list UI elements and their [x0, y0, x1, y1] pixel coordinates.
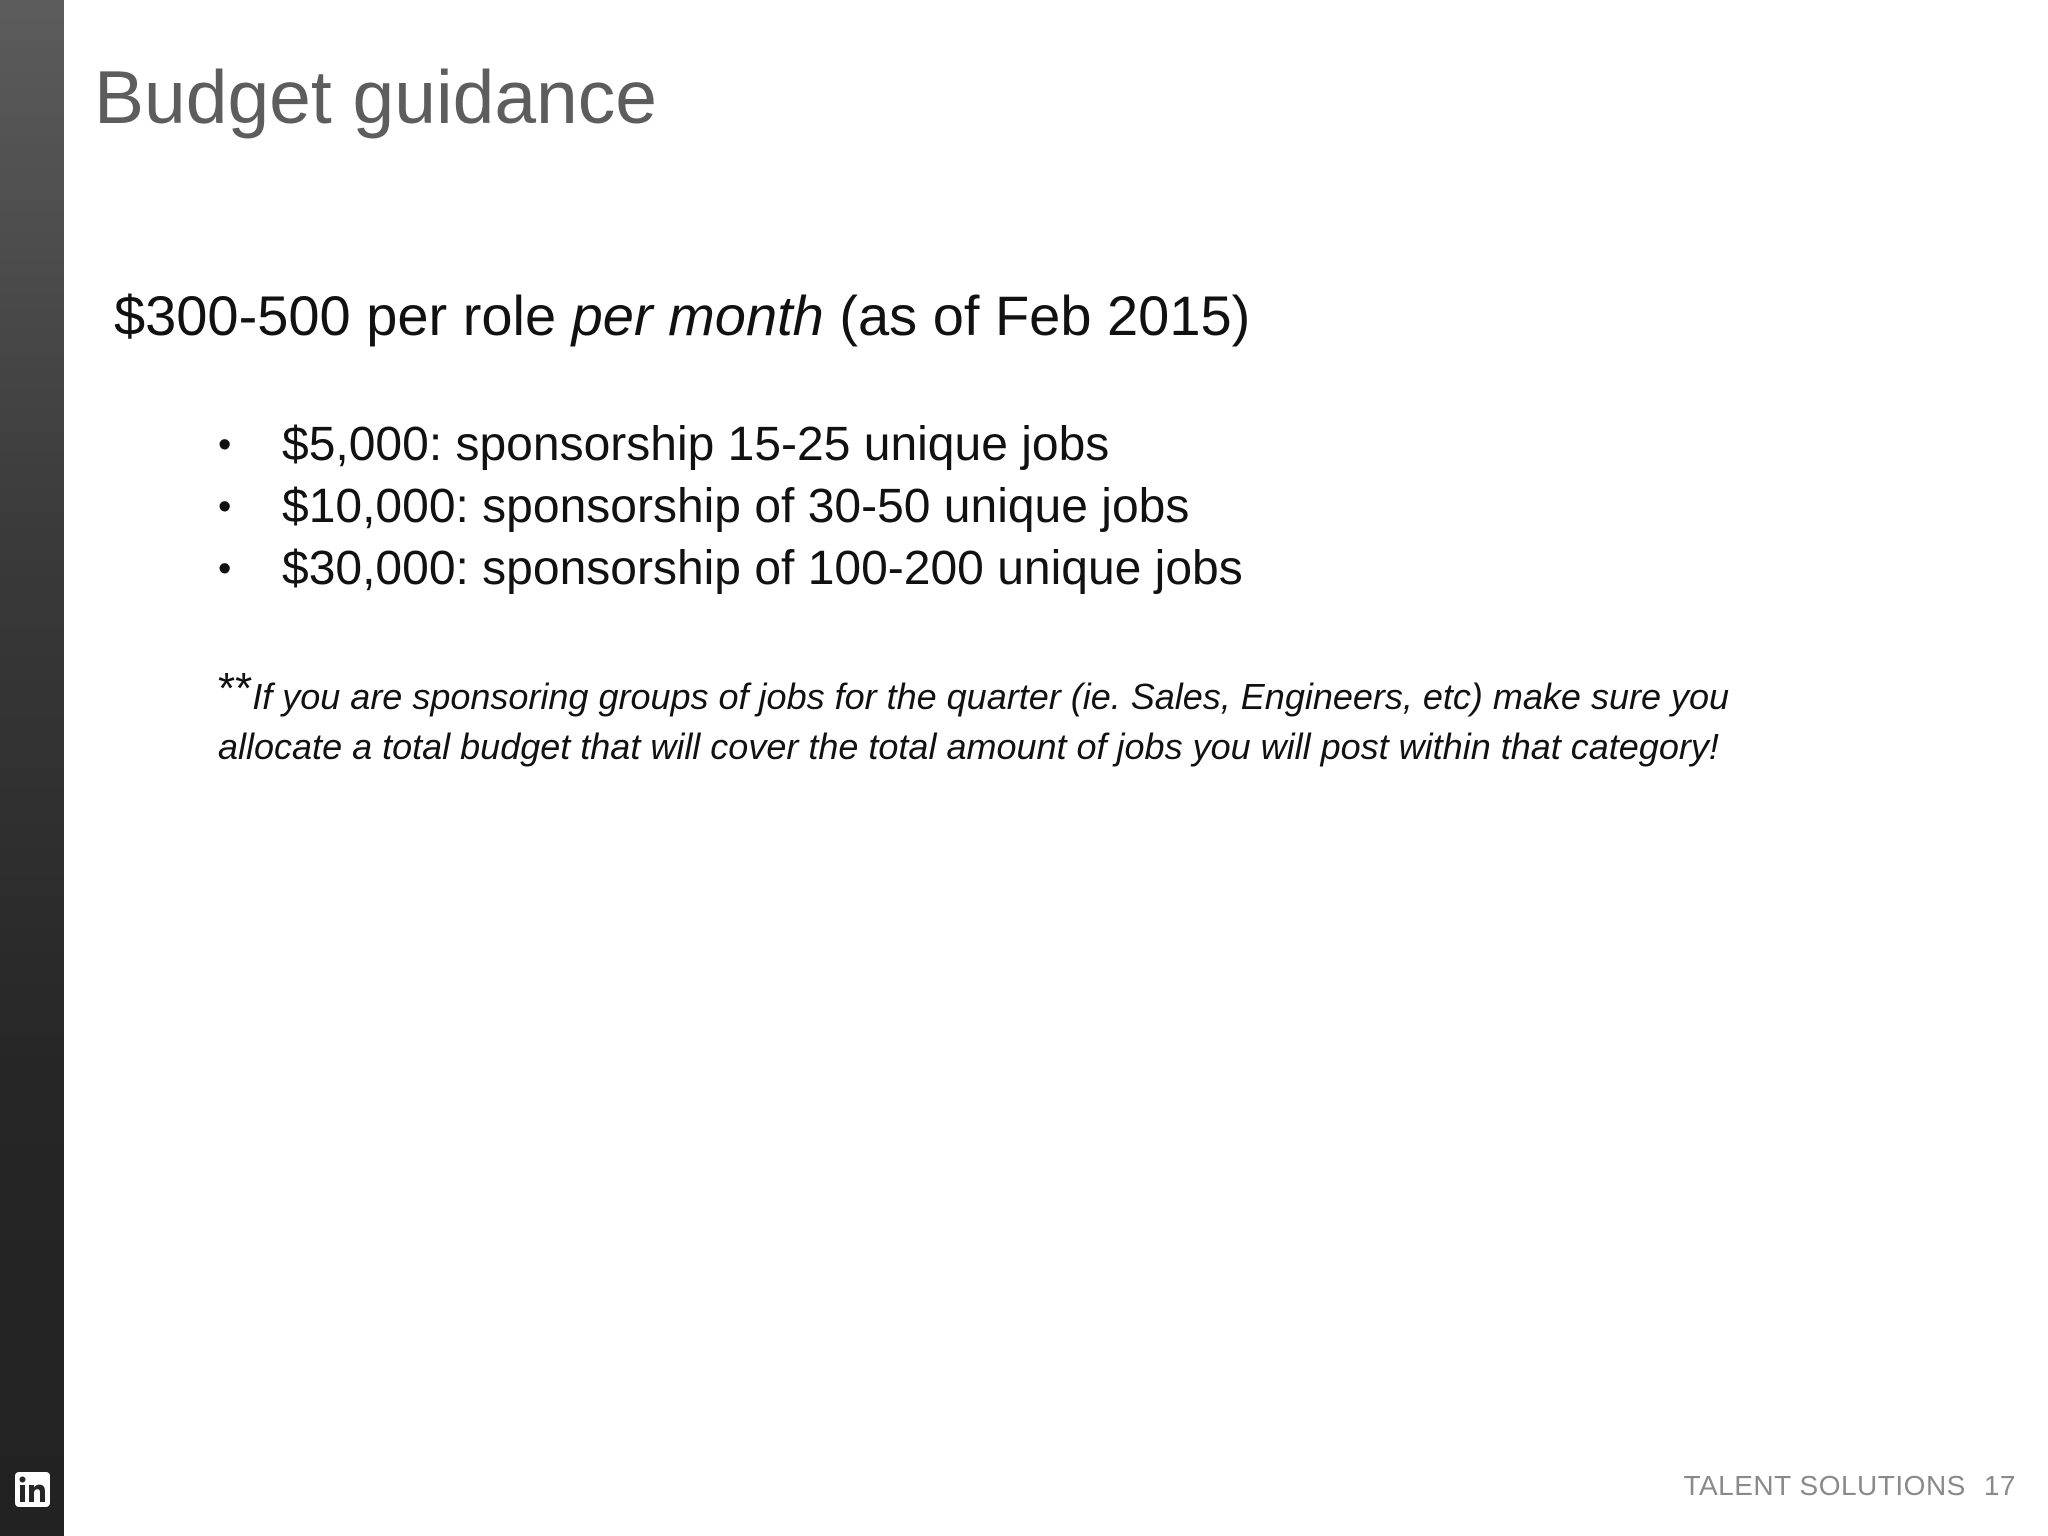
headline-date: (as of Feb 2015) — [823, 284, 1251, 347]
note-text: If you are sponsoring groups of jobs for the quarter (ie. Sales, Engineers, etc) make sure you allocate a total budget that will cover the total amount of jobs you will post within that category! — [218, 676, 1730, 767]
sidebar-bar — [0, 0, 64, 1536]
bullet-icon: • — [218, 486, 232, 528]
bullet-text: $30,000: sponsorship of 100-200 unique jobs — [282, 542, 1243, 595]
sponsorship-list — [218, 414, 1243, 600]
linkedin-logo-icon — [15, 1472, 50, 1507]
slide-footer — [1683, 1470, 2016, 1502]
bullet-icon: • — [218, 548, 232, 590]
list-item — [218, 538, 1243, 600]
bullet-text: $10,000: sponsorship of 30-50 unique jobs — [282, 480, 1190, 533]
slide-title: Budget guidance — [94, 55, 657, 139]
bullet-icon: • — [218, 424, 232, 466]
headline-emphasis: per month — [571, 284, 824, 347]
bullet-text: $5,000: sponsorship 15-25 unique jobs — [282, 418, 1110, 471]
page-number: 17 — [1983, 1470, 2016, 1501]
budget-headline — [114, 284, 1250, 348]
list-item — [218, 414, 1243, 476]
list-item — [218, 476, 1243, 538]
note-asterisks: ** — [218, 664, 253, 713]
footer-label: TALENT SOLUTIONS — [1683, 1470, 1966, 1501]
headline-text: $300-500 per role — [114, 284, 572, 347]
budget-note — [218, 664, 1858, 772]
